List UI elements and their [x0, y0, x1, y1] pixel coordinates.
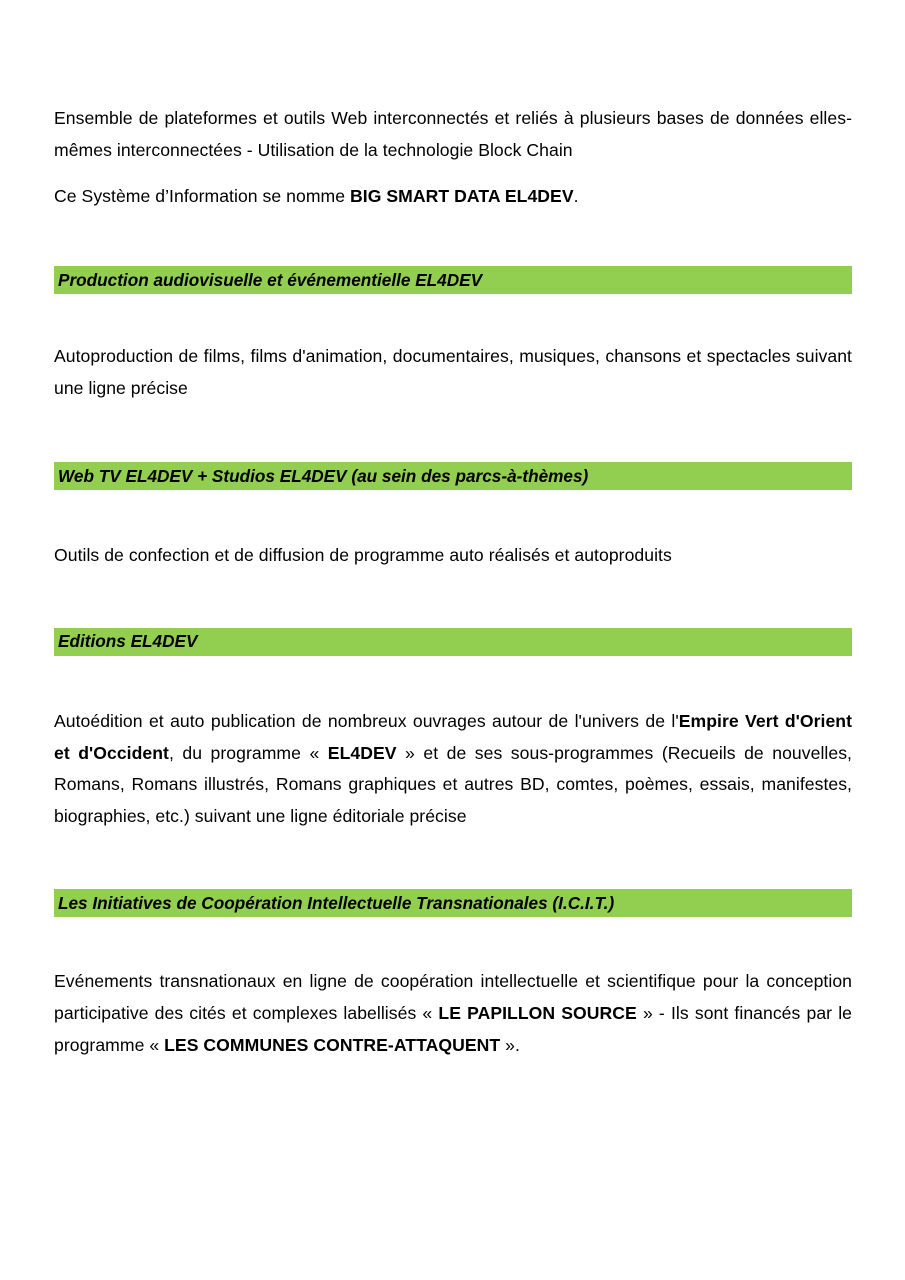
icit-text-part1: Evénements transnationaux en ligne de coopération intellectuelle et scientifique pour la conception participative des cités et complexes labellisés «	[54, 970, 852, 1023]
heading-bottom-spacer	[54, 294, 852, 341]
heading-bottom-spacer	[54, 656, 852, 706]
paragraph-spacer	[54, 167, 852, 181]
section-heading-webtv	[54, 462, 852, 490]
section-heading-editions-label: Editions EL4DEV	[58, 631, 198, 652]
section-heading-icit-label: Les Initiatives de Coopération Intellectuelle Transnationales (I.C.I.T.)	[58, 892, 615, 913]
heading-top-spacer	[54, 405, 852, 462]
system-name-prefix: Ce Système d’Information se nomme	[54, 185, 351, 206]
heading-bottom-spacer	[54, 490, 852, 540]
system-name-suffix: .	[573, 185, 579, 206]
editions-bold-el4dev: EL4DEV	[327, 742, 397, 763]
section-heading-webtv-label: Web TV EL4DEV + Studios EL4DEV (au sein des parcs-à-thèmes)	[58, 465, 589, 486]
heading-top-spacer	[54, 212, 852, 266]
editions-text-part2: , du programme «	[168, 742, 328, 763]
heading-top-spacer	[54, 572, 852, 628]
icit-text-part2: » - Ils sont financés par le programme «	[54, 1002, 852, 1055]
top-margin-spacer	[54, 0, 852, 103]
section-heading-editions	[54, 628, 852, 656]
system-name-line	[54, 181, 852, 213]
production-paragraph: Autoproduction de films, films d'animation, documentaires, musiques, chansons et spectacles suivant une ligne précise	[54, 346, 852, 399]
icit-paragraph	[54, 966, 852, 1061]
icit-bold-communes-contre-attaquent: LES COMMUNES CONTRE-ATTAQUENT	[164, 1034, 501, 1055]
editions-paragraph	[54, 706, 852, 833]
heading-bottom-spacer	[54, 917, 852, 966]
section-heading-production	[54, 266, 852, 294]
editions-text-part1: Autoédition et auto publication de nombreux ouvrages autour de l'univers de l'	[54, 710, 679, 731]
system-name-bold: BIG SMART DATA EL4DEV	[350, 185, 574, 206]
intro-paragraph: Ensemble de plateformes et outils Web interconnectés et reliés à plusieurs bases de données elles-mêmes interconnectées - Utilisation de la technologie Block Chain	[54, 108, 852, 160]
section-heading-production-label: Production audiovisuelle et événementielle EL4DEV	[58, 269, 483, 290]
icit-bold-papillon-source: LE PAPILLON SOURCE	[438, 1002, 637, 1023]
icit-text-part3: ».	[500, 1034, 520, 1055]
page-content	[54, 0, 852, 1061]
webtv-paragraph: Outils de confection et de diffusion de programme auto réalisés et autoproduits	[54, 544, 672, 565]
editions-bold-empire-vert: Empire Vert d'Orient et d'Occident	[54, 710, 852, 763]
section-heading-icit	[54, 889, 852, 917]
heading-top-spacer	[54, 833, 852, 889]
editions-text-part3: » et de ses sous-programmes (Recueils de nouvelles, Romans, Romans illustrés, Romans graphiques et autres BD, comtes, poèmes, essais, manifestes, biographies, etc.) suivant une ligne éditoriale précise	[54, 742, 852, 827]
